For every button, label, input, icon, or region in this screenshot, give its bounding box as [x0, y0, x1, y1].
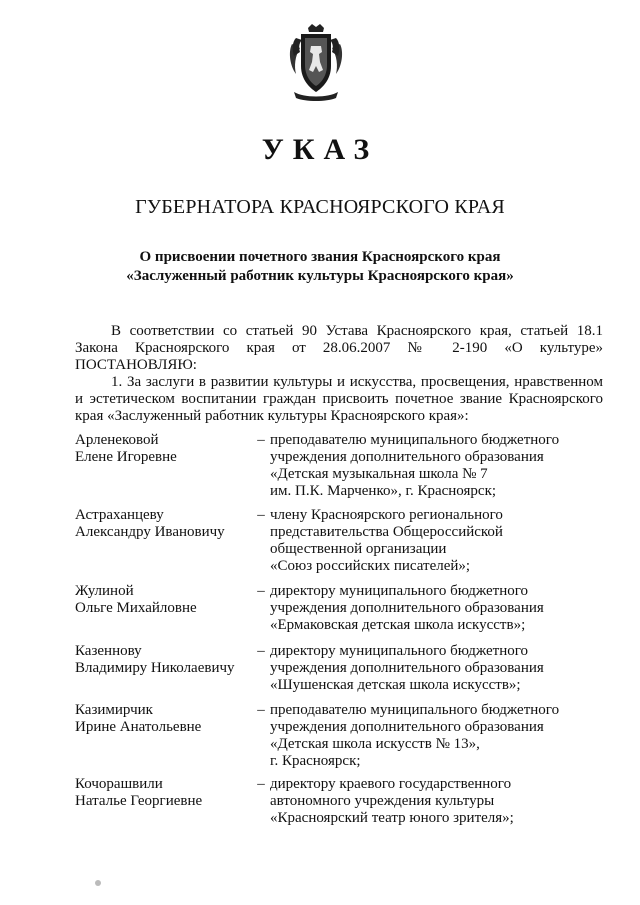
- awardee-name: Астраханцеву Александру Ивановичу: [75, 507, 225, 540]
- heading-line: «Заслуженный работник культуры Красноярского края»: [126, 268, 514, 284]
- coat-of-arms-emblem-icon: [286, 22, 346, 102]
- decree-title: УКАЗ: [261, 133, 379, 166]
- awardee-position: директору муниципального бюджетного учреждения дополнительного образования «Шушенская детская школа искусств»;: [270, 643, 544, 693]
- decree-issuer: ГУБЕРНАТОРА КРАСНОЯРСКОГО КРАЯ: [135, 196, 505, 218]
- awardee-position: преподавателю муниципального бюджетного учреждения дополнительного образования «Детская школа искусств № 13», г. Красноярск;: [270, 702, 560, 769]
- awardee-position: директору краевого государственного автономного учреждения культуры «Красноярский театр юного зрителя»;: [270, 776, 514, 826]
- dash-separator: –: [257, 583, 265, 599]
- awardee-name: Казимирчик Ирине Анатольевне: [75, 702, 202, 735]
- awardee-name: Жулиной Ольге Михайловне: [75, 583, 197, 616]
- clause-1-paragraph: 1. За заслуги в развитии культуры и искусства, просвещения, нравственном и эстетическом воспитании граждан присвоить почетное звание Красноярского края «Заслуженный работник культуры Красноярского края»:: [75, 374, 603, 424]
- dash-separator: –: [257, 643, 265, 659]
- decree-heading: [0, 248, 640, 286]
- dash-separator: –: [257, 432, 265, 448]
- awardee-position: члену Красноярского регионального представительства Общероссийской общественной организации «Союз российских писателей»;: [270, 507, 503, 574]
- dash-separator: –: [257, 702, 265, 718]
- awardee-name: Кочорашвили Наталье Георгиевне: [75, 776, 203, 809]
- awardee-name: Казеннову Владимиру Николаевичу: [75, 643, 235, 676]
- awardee-position: директору муниципального бюджетного учреждения дополнительного образования «Ермаковская детская школа искусств»;: [270, 583, 544, 633]
- dash-separator: –: [257, 507, 265, 523]
- awardee-position: преподавателю муниципального бюджетного учреждения дополнительного образования «Детская музыкальная школа № 7 им. П.К. Марченко», г. Красноярск;: [270, 432, 560, 499]
- scan-dot-mark: [95, 880, 101, 886]
- preamble-paragraph: В соответствии со статьей 90 Устава Красноярского края, статьей 18.1 Закона Красноярского края от 28.06.2007 № 2-190 «О культуре» ПОСТАНОВЛЯЮ:: [75, 323, 603, 373]
- heading-line: О присвоении почетного звания Красноярского края: [139, 249, 501, 265]
- awardee-name: Арленековой Елене Игоревне: [75, 432, 177, 465]
- dash-separator: –: [257, 776, 265, 792]
